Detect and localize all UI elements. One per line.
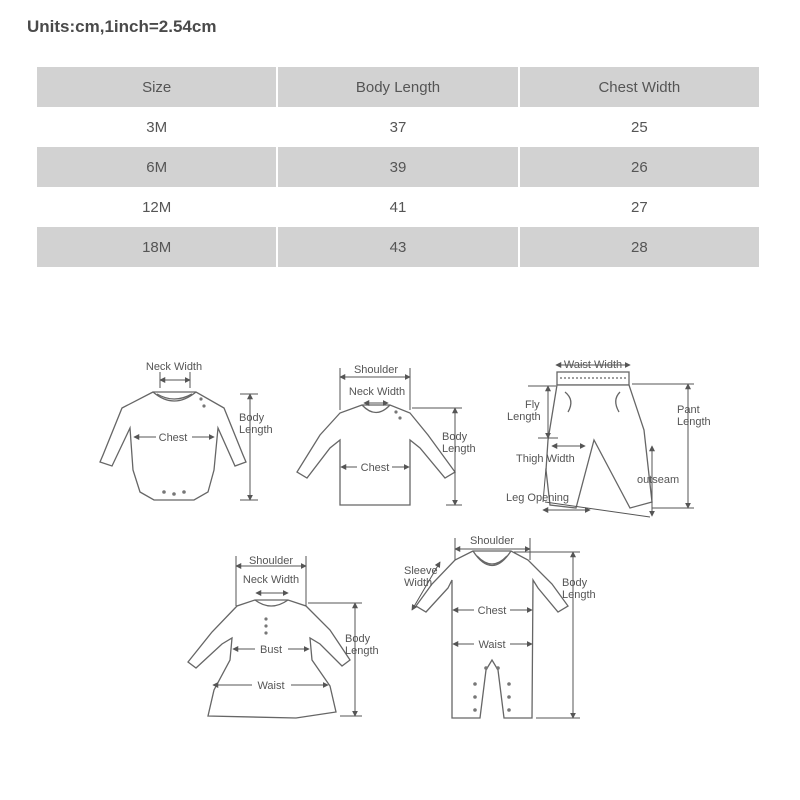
cell-size: 3M — [37, 107, 276, 147]
cell-size: 18M — [37, 227, 276, 267]
top-neck-width-label: Neck Width — [348, 386, 406, 398]
bodysuit-body-length-label: Body — [239, 412, 265, 424]
cell-body-length: 39 — [278, 147, 517, 187]
column-header-chest-width: Chest Width — [520, 67, 759, 107]
cell-size: 12M — [37, 187, 276, 227]
romper-body-length-label-2: Length — [562, 589, 596, 601]
dress-waist-label: Waist — [257, 680, 285, 692]
romper-outline — [416, 551, 568, 718]
dress-diagram — [188, 555, 379, 718]
top-chest-label: Chest — [360, 462, 390, 474]
bodysuit-chest-label: Chest — [158, 432, 188, 444]
cell-chest-width: 26 — [520, 147, 759, 187]
pants-waist-width-label: Waist Width — [563, 359, 623, 371]
top-diagram — [297, 364, 476, 505]
dress-neck-width-label: Neck Width — [242, 574, 300, 586]
bodysuit-outline — [100, 392, 246, 500]
dress-outline — [188, 600, 350, 718]
cell-size: 6M — [37, 147, 276, 187]
bodysuit-body-length-label-2: Length — [239, 424, 273, 436]
cell-body-length: 37 — [278, 107, 517, 147]
cell-chest-width: 25 — [520, 107, 759, 147]
romper-waist-label: Waist — [478, 639, 506, 651]
cell-body-length: 41 — [278, 187, 517, 227]
pants-pant-length-label-2: Length — [677, 416, 711, 428]
units-note: Units:cm,1inch=2.54cm — [27, 17, 217, 36]
pants-leg-opening-label: Leg Opening — [506, 492, 569, 504]
dress-shoulder-label: Shoulder — [248, 555, 294, 567]
bodysuit-neck-width-label: Neck Width — [145, 361, 203, 373]
romper-shoulder-label: Shoulder — [469, 535, 515, 547]
cell-chest-width: 28 — [520, 227, 759, 267]
pants-outseam-label: outseam — [637, 474, 680, 486]
romper-diagram — [404, 535, 596, 718]
cell-body-length: 43 — [278, 227, 517, 267]
romper-chest-label: Chest — [477, 605, 507, 617]
top-body-length-label-2: Length — [442, 443, 476, 455]
top-body-length-label: Body — [442, 431, 468, 443]
romper-body-length-label: Body — [562, 577, 588, 589]
romper-sleeve-width-label: Sleeve — [404, 565, 438, 577]
cell-chest-width: 27 — [520, 187, 759, 227]
pants-fly-length-label-2: Length — [507, 411, 541, 423]
pants-pant-length-label: Pant — [677, 404, 700, 416]
romper-sleeve-width-label-2: Width — [404, 577, 433, 589]
bodysuit-diagram — [100, 361, 273, 500]
dress-body-length-label-2: Length — [345, 645, 379, 657]
dress-bust-label: Bust — [259, 644, 283, 656]
column-header-body-length: Body Length — [278, 67, 517, 107]
dress-body-length-label: Body — [345, 633, 371, 645]
top-outline — [297, 405, 455, 505]
column-header-size: Size — [37, 67, 276, 107]
pants-fly-length-label: Fly — [525, 399, 540, 411]
top-shoulder-label: Shoulder — [353, 364, 399, 376]
pants-thigh-width-label: Thigh Width — [516, 453, 575, 465]
pants-diagram — [506, 359, 711, 517]
